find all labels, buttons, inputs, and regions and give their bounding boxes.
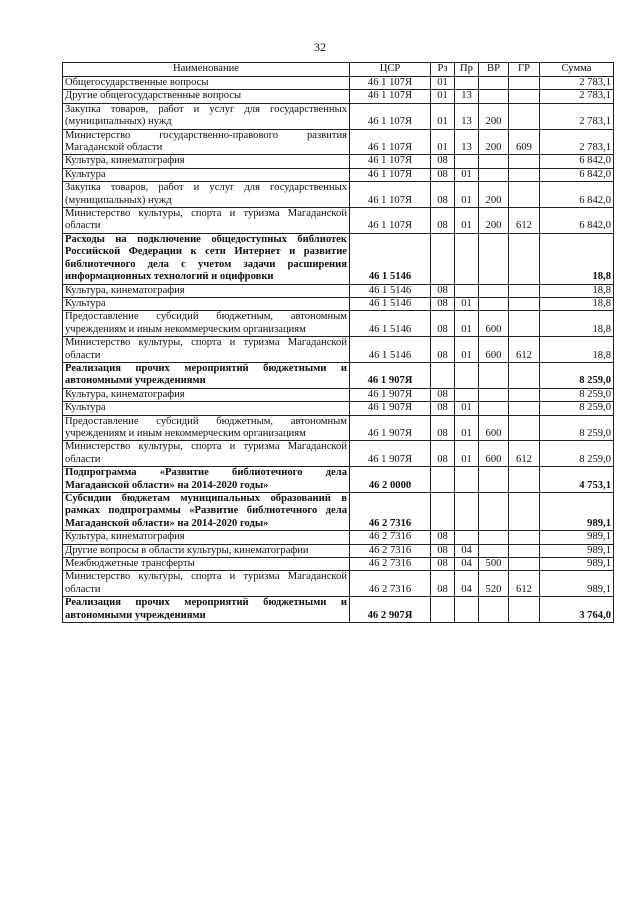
cell-gr [509,415,540,441]
cell-gr [509,103,540,129]
cell-name: Предоставление субсидий бюджетным, автономным учреждениям и иным некоммерческим организациям [63,415,350,441]
cell-rz: 08 [431,415,455,441]
cell-csr: 46 1 107Я [350,103,431,129]
cell-vr [479,531,509,544]
cell-sum: 2 783,1 [540,77,614,90]
table-row [63,284,614,297]
table-row [63,77,614,90]
table-row [63,297,614,310]
cell-csr: 46 2 0000 [350,467,431,493]
cell-pr: 01 [455,168,479,181]
cell-pr: 01 [455,402,479,415]
cell-rz [431,597,455,623]
page-number: 32 [314,40,326,54]
cell-sum: 8 259,0 [540,402,614,415]
cell-vr: 500 [479,558,509,571]
header-sum: Сумма [540,63,614,77]
table-row [63,467,614,493]
table-row [63,129,614,155]
cell-pr [455,155,479,168]
cell-vr [479,467,509,493]
cell-csr: 46 1 5146 [350,233,431,284]
cell-vr: 200 [479,103,509,129]
cell-sum: 3 764,0 [540,597,614,623]
cell-sum: 6 842,0 [540,182,614,208]
table-row [63,493,614,531]
cell-pr [455,531,479,544]
cell-pr [455,597,479,623]
cell-name: Реализация прочих мероприятий бюджетными и автономными учреждениями [63,362,350,388]
cell-rz [431,362,455,388]
cell-rz [431,467,455,493]
cell-sum: 989,1 [540,558,614,571]
cell-csr: 46 2 7316 [350,558,431,571]
cell-name: Культура [63,297,350,310]
cell-pr [455,77,479,90]
cell-pr: 01 [455,311,479,337]
cell-csr: 46 1 907Я [350,402,431,415]
cell-gr [509,233,540,284]
cell-name: Культура, кинематография [63,388,350,401]
cell-sum: 6 842,0 [540,208,614,234]
cell-vr: 520 [479,571,509,597]
cell-rz: 08 [431,284,455,297]
cell-pr: 01 [455,441,479,467]
table-row [63,531,614,544]
cell-name: Министерство культуры, спорта и туризма Магаданской области [63,441,350,467]
cell-sum: 8 259,0 [540,362,614,388]
cell-vr [479,402,509,415]
cell-name: Другие вопросы в области культуры, кинематографии [63,544,350,557]
cell-pr [455,284,479,297]
cell-csr: 46 1 5146 [350,284,431,297]
cell-gr: 612 [509,441,540,467]
cell-csr: 46 1 107Я [350,129,431,155]
header-csr: ЦСР [350,63,431,77]
table-row [63,311,614,337]
cell-name: Культура, кинематография [63,284,350,297]
cell-vr [479,155,509,168]
cell-pr: 04 [455,558,479,571]
cell-name: Межбюджетные трансферты [63,558,350,571]
table-row [63,402,614,415]
table-row [63,155,614,168]
cell-rz: 08 [431,208,455,234]
cell-rz: 08 [431,168,455,181]
cell-sum: 2 783,1 [540,103,614,129]
cell-csr: 46 1 107Я [350,77,431,90]
cell-name: Министерство культуры, спорта и туризма Магаданской области [63,571,350,597]
cell-vr [479,284,509,297]
cell-name: Предоставление субсидий бюджетным, автономным учреждениям и иным некоммерческим организациям [63,311,350,337]
cell-sum: 4 753,1 [540,467,614,493]
cell-csr: 46 1 107Я [350,90,431,103]
cell-sum: 18,8 [540,311,614,337]
cell-vr [479,388,509,401]
cell-gr [509,544,540,557]
cell-rz: 08 [431,571,455,597]
cell-pr [455,388,479,401]
cell-vr: 600 [479,311,509,337]
cell-pr: 01 [455,337,479,363]
cell-sum: 6 842,0 [540,155,614,168]
cell-sum: 2 783,1 [540,90,614,103]
header-gr: ГР [509,63,540,77]
header-vr: ВР [479,63,509,77]
cell-rz [431,493,455,531]
cell-gr [509,90,540,103]
cell-csr: 46 1 107Я [350,155,431,168]
cell-name: Закупка товаров, работ и услуг для государственных (муниципальных) нужд [63,182,350,208]
cell-gr [509,493,540,531]
cell-gr [509,311,540,337]
cell-pr: 01 [455,182,479,208]
cell-name: Министерство культуры, спорта и туризма Магаданской области [63,208,350,234]
cell-vr [479,168,509,181]
cell-rz: 08 [431,155,455,168]
cell-gr [509,182,540,208]
cell-sum: 989,1 [540,531,614,544]
cell-rz: 08 [431,544,455,557]
cell-pr: 13 [455,103,479,129]
cell-vr: 600 [479,441,509,467]
cell-pr: 13 [455,90,479,103]
cell-pr [455,233,479,284]
table-row [63,208,614,234]
table-row [63,103,614,129]
cell-vr [479,597,509,623]
cell-rz: 01 [431,90,455,103]
cell-name: Культура [63,402,350,415]
cell-pr: 01 [455,208,479,234]
cell-rz: 08 [431,182,455,208]
cell-vr [479,77,509,90]
header-pr: Пр [455,63,479,77]
cell-pr: 13 [455,129,479,155]
cell-gr [509,168,540,181]
cell-name: Расходы на подключение общедоступных библиотек Российской Федерации к сети Интернет и развитие библиотечного дела с учетом задачи расширения информационных технологий и оцифровки [63,233,350,284]
cell-name: Другие общегосударственные вопросы [63,90,350,103]
cell-csr: 46 1 5146 [350,297,431,310]
cell-name: Субсидии бюджетам муниципальных образований в рамках подпрограммы «Развитие библиотечного дела Магаданской области» на 2014-2020 годы» [63,493,350,531]
cell-gr: 612 [509,337,540,363]
cell-vr [479,297,509,310]
table-row [63,544,614,557]
cell-gr [509,284,540,297]
cell-csr: 46 1 907Я [350,441,431,467]
cell-name: Закупка товаров, работ и услуг для государственных (муниципальных) нужд [63,103,350,129]
table-row [63,441,614,467]
table-row [63,182,614,208]
table-header-row [63,63,614,77]
cell-gr [509,402,540,415]
cell-rz: 08 [431,337,455,363]
cell-vr: 600 [479,415,509,441]
cell-csr: 46 1 907Я [350,415,431,441]
table-row [63,415,614,441]
cell-sum: 6 842,0 [540,168,614,181]
cell-gr: 609 [509,129,540,155]
table-row [63,337,614,363]
cell-gr [509,388,540,401]
cell-sum: 8 259,0 [540,441,614,467]
table-row [63,388,614,401]
cell-gr [509,558,540,571]
cell-gr [509,297,540,310]
cell-sum: 18,8 [540,233,614,284]
budget-table [62,62,614,623]
cell-gr: 612 [509,571,540,597]
cell-name: Подпрограмма «Развитие библиотечного дела Магаданской области» на 2014-2020 годы» [63,467,350,493]
cell-sum: 989,1 [540,544,614,557]
cell-csr: 46 1 107Я [350,208,431,234]
cell-sum: 8 259,0 [540,388,614,401]
table-row [63,558,614,571]
cell-rz [431,233,455,284]
cell-vr: 600 [479,337,509,363]
cell-csr: 46 2 7316 [350,571,431,597]
table-row [63,571,614,597]
cell-csr: 46 2 7316 [350,531,431,544]
cell-pr: 04 [455,571,479,597]
header-rz: Рз [431,63,455,77]
cell-vr [479,90,509,103]
cell-name: Культура, кинематография [63,531,350,544]
cell-csr: 46 2 907Я [350,597,431,623]
cell-rz: 01 [431,77,455,90]
cell-pr [455,362,479,388]
cell-csr: 46 2 7316 [350,493,431,531]
cell-name: Культура, кинематография [63,155,350,168]
cell-name: Министерство государственно-правового развития Магаданской области [63,129,350,155]
cell-csr: 46 1 5146 [350,337,431,363]
table-row [63,597,614,623]
cell-csr: 46 1 107Я [350,182,431,208]
cell-vr: 200 [479,129,509,155]
cell-rz: 08 [431,402,455,415]
table-row [63,362,614,388]
cell-pr [455,467,479,493]
cell-rz: 01 [431,103,455,129]
table-row [63,233,614,284]
cell-vr [479,233,509,284]
table-row [63,90,614,103]
cell-gr [509,467,540,493]
cell-rz: 08 [431,531,455,544]
cell-rz: 08 [431,297,455,310]
cell-gr [509,155,540,168]
cell-sum: 18,8 [540,337,614,363]
cell-vr [479,544,509,557]
cell-pr [455,493,479,531]
cell-csr: 46 1 5146 [350,311,431,337]
cell-vr: 200 [479,208,509,234]
table-row [63,168,614,181]
cell-gr [509,597,540,623]
cell-pr: 04 [455,544,479,557]
cell-vr: 200 [479,182,509,208]
cell-rz: 08 [431,311,455,337]
cell-rz: 08 [431,558,455,571]
cell-pr: 01 [455,415,479,441]
cell-sum: 8 259,0 [540,415,614,441]
cell-name: Культура [63,168,350,181]
cell-csr: 46 1 907Я [350,362,431,388]
cell-sum: 2 783,1 [540,129,614,155]
header-name: Наименование [63,63,350,77]
cell-rz: 08 [431,441,455,467]
cell-vr [479,493,509,531]
cell-name: Министерство культуры, спорта и туризма Магаданской области [63,337,350,363]
cell-sum: 989,1 [540,493,614,531]
cell-name: Общегосударственные вопросы [63,77,350,90]
cell-sum: 989,1 [540,571,614,597]
cell-gr: 612 [509,208,540,234]
cell-sum: 18,8 [540,297,614,310]
cell-gr [509,77,540,90]
cell-rz: 01 [431,129,455,155]
cell-vr [479,362,509,388]
cell-pr: 01 [455,297,479,310]
cell-csr: 46 1 107Я [350,168,431,181]
cell-name: Реализация прочих мероприятий бюджетными и автономными учреждениями [63,597,350,623]
cell-csr: 46 1 907Я [350,388,431,401]
cell-gr [509,531,540,544]
cell-gr [509,362,540,388]
cell-sum: 18,8 [540,284,614,297]
cell-csr: 46 2 7316 [350,544,431,557]
cell-rz: 08 [431,388,455,401]
